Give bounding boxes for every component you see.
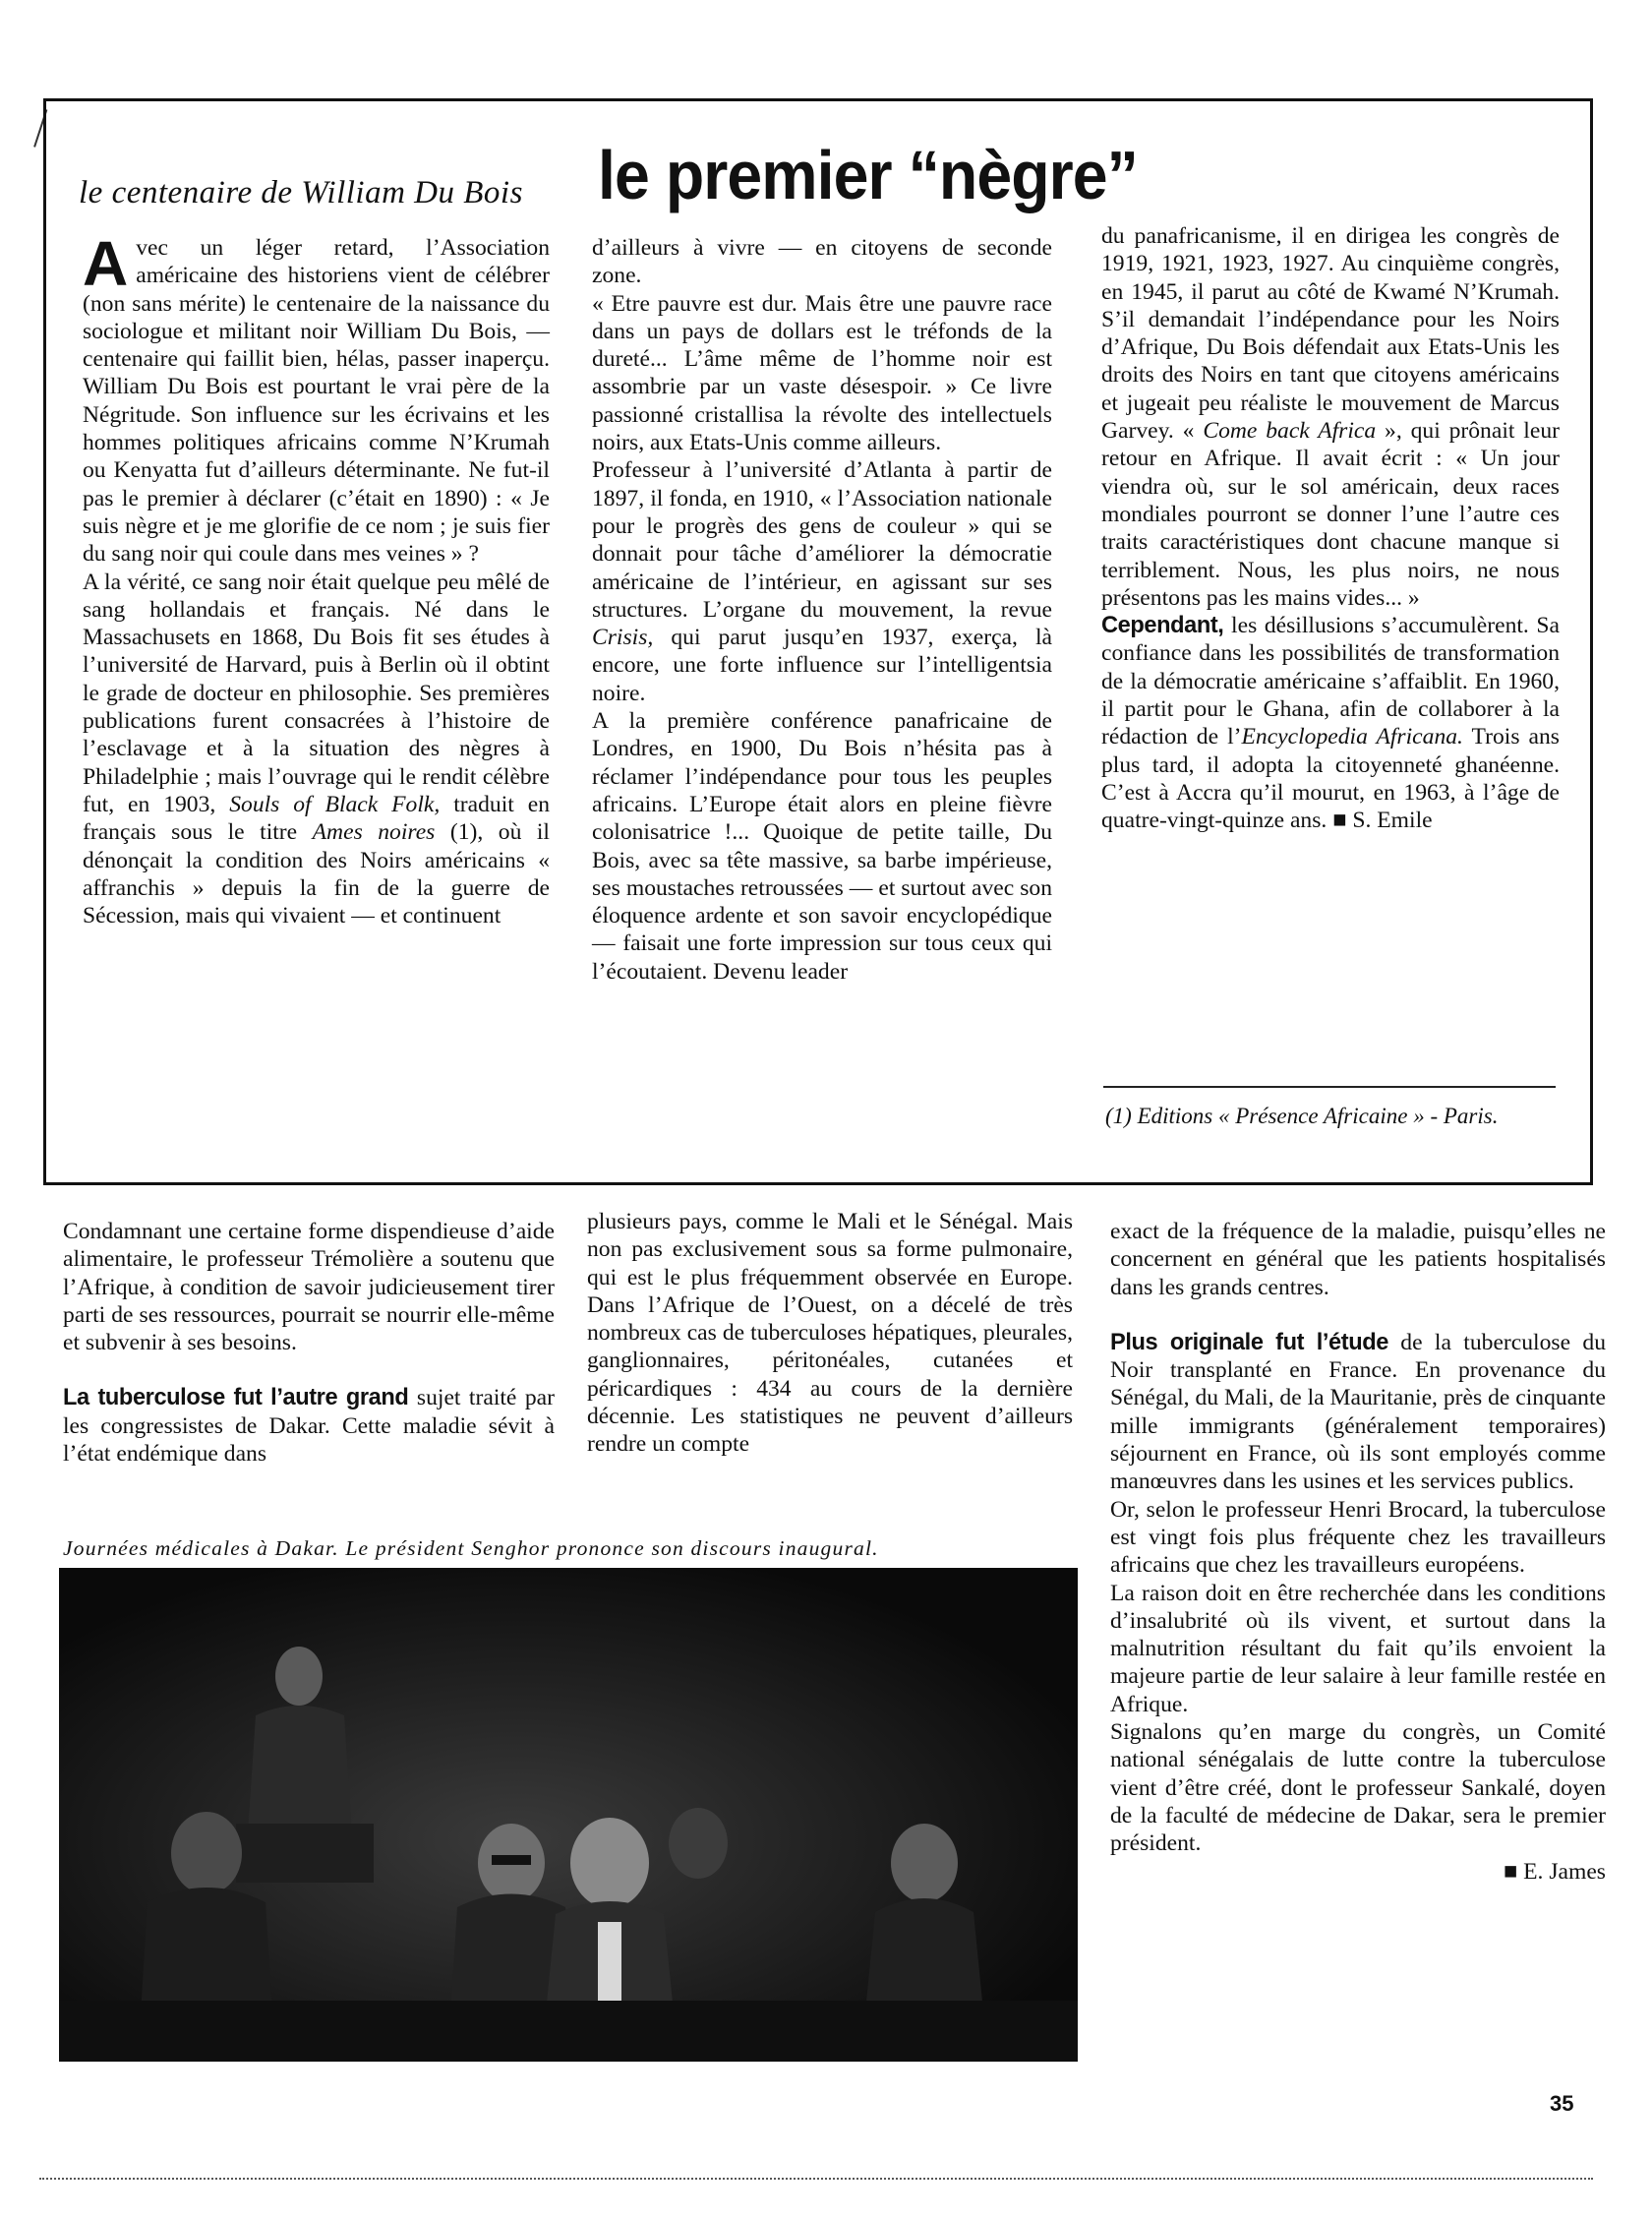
paragraph: La raison doit en être recherchée dans les conditions d’insalubrité où ils vivent, et surtout dans la malnutrition résultant du fait qu’ils envoient la majeure partie de leur salaire à leur famille restée en Afrique. <box>1110 1580 1606 1717</box>
paragraph: Plus originale fut l’étude de la tuberculose du Noir transplanté en France. En provenance du Sénégal, du Mali, de la Mauritanie, près de cinquante mille immigrants (généralement temporaires) séjournent en France, où ils sont employés comme manœuvres dans les usines et les services publics. <box>1110 1329 1606 1495</box>
drop-cap: A <box>83 228 129 299</box>
lower-column-2 <box>587 1208 1073 1459</box>
paragraph: Condamnant une certaine forme dispendieuse d’aide alimentaire, le professeur Trémolière a soutenu que l’Afrique, à condition de savoir judicieusement tirer parti de ses ressources, pourrait se nourrir elle-même et subvenir à ses besoins. <box>63 1219 555 1356</box>
photo-senghor-speech <box>59 1568 1078 2062</box>
paragraph: Cependant, les désillusions s’accumulèrent. Sa confiance dans les possibilités de transformation de la démocratie américaine s’affaiblit. En 1960, il partit pour le Ghana, afin de collaborer à la rédaction de l’Encyclopedia Africana. Trois ans plus tard, il adopta la citoyenneté ghanéenne. C’est à Accra qu’il mourut, en 1963, à l’âge de quatre-vingt-quinze ans. ■ S. Emile <box>1101 613 1560 834</box>
photo-illustration <box>59 1568 1078 2062</box>
footnote-rule <box>1103 1086 1556 1088</box>
page-number: 35 <box>1550 2091 1574 2116</box>
paragraph: A la première conférence panafricaine de Londres, en 1900, Du Bois n’hésita pas à réclamer l’indépendance pour tous les peuples africains. L’Europe était alors en pleine fièvre colonisatrice !... Quoique de petite taille, Du Bois, avec sa tête massive, sa barbe impérieuse, ses moustaches retroussées — et surtout avec son éloquence ardente et son savoir encyclopédique — faisait une forte impression sur tous ceux qui l’écoutaient. Devenu leader <box>592 708 1052 985</box>
article-column-2 <box>592 234 1052 986</box>
paragraph-gap <box>1110 1301 1606 1329</box>
lower-column-3 <box>1110 1218 1606 1886</box>
encyclopedia-title: Encyclopedia Africana. <box>1241 724 1463 750</box>
paragraph: Signalons qu’en marge du congrès, un Comité national sénégalais de lutte contre la tuberculose vient d’être créé, dont le professeur Sankalé, doyen de la faculté de médecine de Dakar, sera le premier président. <box>1110 1719 1606 1857</box>
book-title: Souls of Black Folk, <box>229 791 441 817</box>
article-headline: le premier “nègre” <box>598 137 1138 213</box>
paragraph: Avec un léger retard, l’Association américaine des historiens vient de célébrer (non sans mérite) le centenaire de la naissance du sociologue et militant noir William Du Bois, — centenaire qui faillit bien, hélas, passer inaperçu. William Du Bois est pourtant le vrai père de la Négritude. Son influence sur les écrivains et les hommes politiques africains comme N’Krumah ou Kenyatta fut d’ailleurs déterminante. Ne fut-il pas le premier à déclarer (c’était en 1890) : « Je suis nègre et je me glorifie de ce nom ; je suis fier du sang noir qui coule dans mes veines » ? <box>83 228 550 568</box>
book-title-fr: Ames noires <box>312 819 436 846</box>
article-column-3 <box>1101 222 1560 835</box>
lead-in: Plus originale fut l’étude <box>1110 1329 1388 1355</box>
paragraph: Professeur à l’université d’Atlanta à partir de 1897, il fonda, en 1910, « l’Association nationale pour le progrès des gens de couleur » qui se donnait pour tâche d’améliorer la démocratie américaine de l’intérieur, en agissant sur ses structures. L’organe du mouvement, la revue Crisis, qui parut jusqu’en 1937, exerça, là encore, une forte influence sur l’intelligentsia noire. <box>592 457 1052 706</box>
paragraph: plusieurs pays, comme le Mali et le Sénégal. Mais non pas exclusivement sous sa forme pulmonaire, qui est le plus fréquemment observée en Europe. Dans l’Afrique de l’Ouest, on a décelé de très nombreux cas de tuberculoses hépatiques, pleurales, ganglionnaires, péritonéales, cutanées et péricardiques : 434 au cours de la dernière décennie. Les statistiques ne peuvent d’ailleurs rendre un compte <box>587 1209 1073 1458</box>
bottom-edge-line <box>39 2178 1593 2180</box>
article-kicker: le centenaire de William Du Bois <box>79 175 523 210</box>
signature: ■ E. James <box>1503 1858 1606 1885</box>
lead-in: Cependant, <box>1101 613 1224 639</box>
paragraph: d’ailleurs à vivre — en citoyens de seconde zone. <box>592 235 1052 289</box>
paragraph: Or, selon le professeur Henri Brocard, la tuberculose est vingt fois plus fréquente chez les travailleurs africains que chez les travailleurs européens. <box>1110 1496 1606 1579</box>
photo-caption: Journées médicales à Dakar. Le président Senghor prononce son discours inaugural. <box>63 1536 879 1560</box>
slogan: Come back Africa <box>1203 418 1377 445</box>
journal-title: Crisis, <box>592 625 654 651</box>
paragraph-gap <box>63 1356 555 1384</box>
footnote: (1) Editions « Présence Africaine » - Paris. <box>1105 1104 1499 1128</box>
article-column-1 <box>83 228 550 930</box>
lead-in: La tuberculose fut l’autre grand <box>63 1385 409 1411</box>
paragraph: La tuberculose fut l’autre grand sujet traité par les congressistes de Dakar. Cette maladie sévit à l’état endémique dans <box>63 1385 555 1468</box>
lower-column-1 <box>63 1218 555 1468</box>
paragraph: exact de la fréquence de la maladie, puisqu’elles ne concernent en général que les patients hospitalisés dans les grands centres. <box>1110 1219 1606 1300</box>
paragraph: « Etre pauvre est dur. Mais être une pauvre race dans un pays de dollars est le tréfonds de la dureté... L’âme même de l’homme noir est assombrie par un vaste désespoir. » Ce livre passionné cristallisa la révolte des intellectuels noirs, aux Etats-Unis comme ailleurs. <box>592 290 1052 456</box>
paragraph: du panafricanisme, il en dirigea les congrès de 1919, 1921, 1923, 1927. Au cinquième congrès, en 1945, il parut au côté de Kwamé N’Krumah. S’il demandait l’indépendance pour les Noirs d’Afrique, Du Bois défendait aux Etats-Unis les droits des Noirs en tant que citoyens américains et jugeait peu réaliste le mouvement de Marcus Garvey. « Come back Africa », qui prônait leur retour en Afrique. Il avait écrit : « Un jour viendra où, sur le sol américain, deux races mondiales pourront se donner l’une l’autre ces traits caractéristiques dont chacune manque si terriblement. Nous, les plus noirs, ne nous présentons pas les mains vides... » <box>1101 223 1560 611</box>
paragraph: A la vérité, ce sang noir était quelque peu mêlé de sang hollandais et français. Né dans le Massachusets en 1868, Du Bois fit ses études à l’université de Harvard, puis à Berlin où il obtint le grade de docteur en philosophie. Ses premières publications furent consacrées à l’histoire de l’esclavage et à la situation des nègres à Philadelphie ; mais l’ouvrage qui le rendit célèbre fut, en 1903, Souls of Black Folk, traduit en français sous le titre Ames noires (1), où il dénonçait la condition des Noirs américains « affranchis » depuis la fin de la guerre de Sécession, mais qui vivaient — et continuent <box>83 569 550 930</box>
